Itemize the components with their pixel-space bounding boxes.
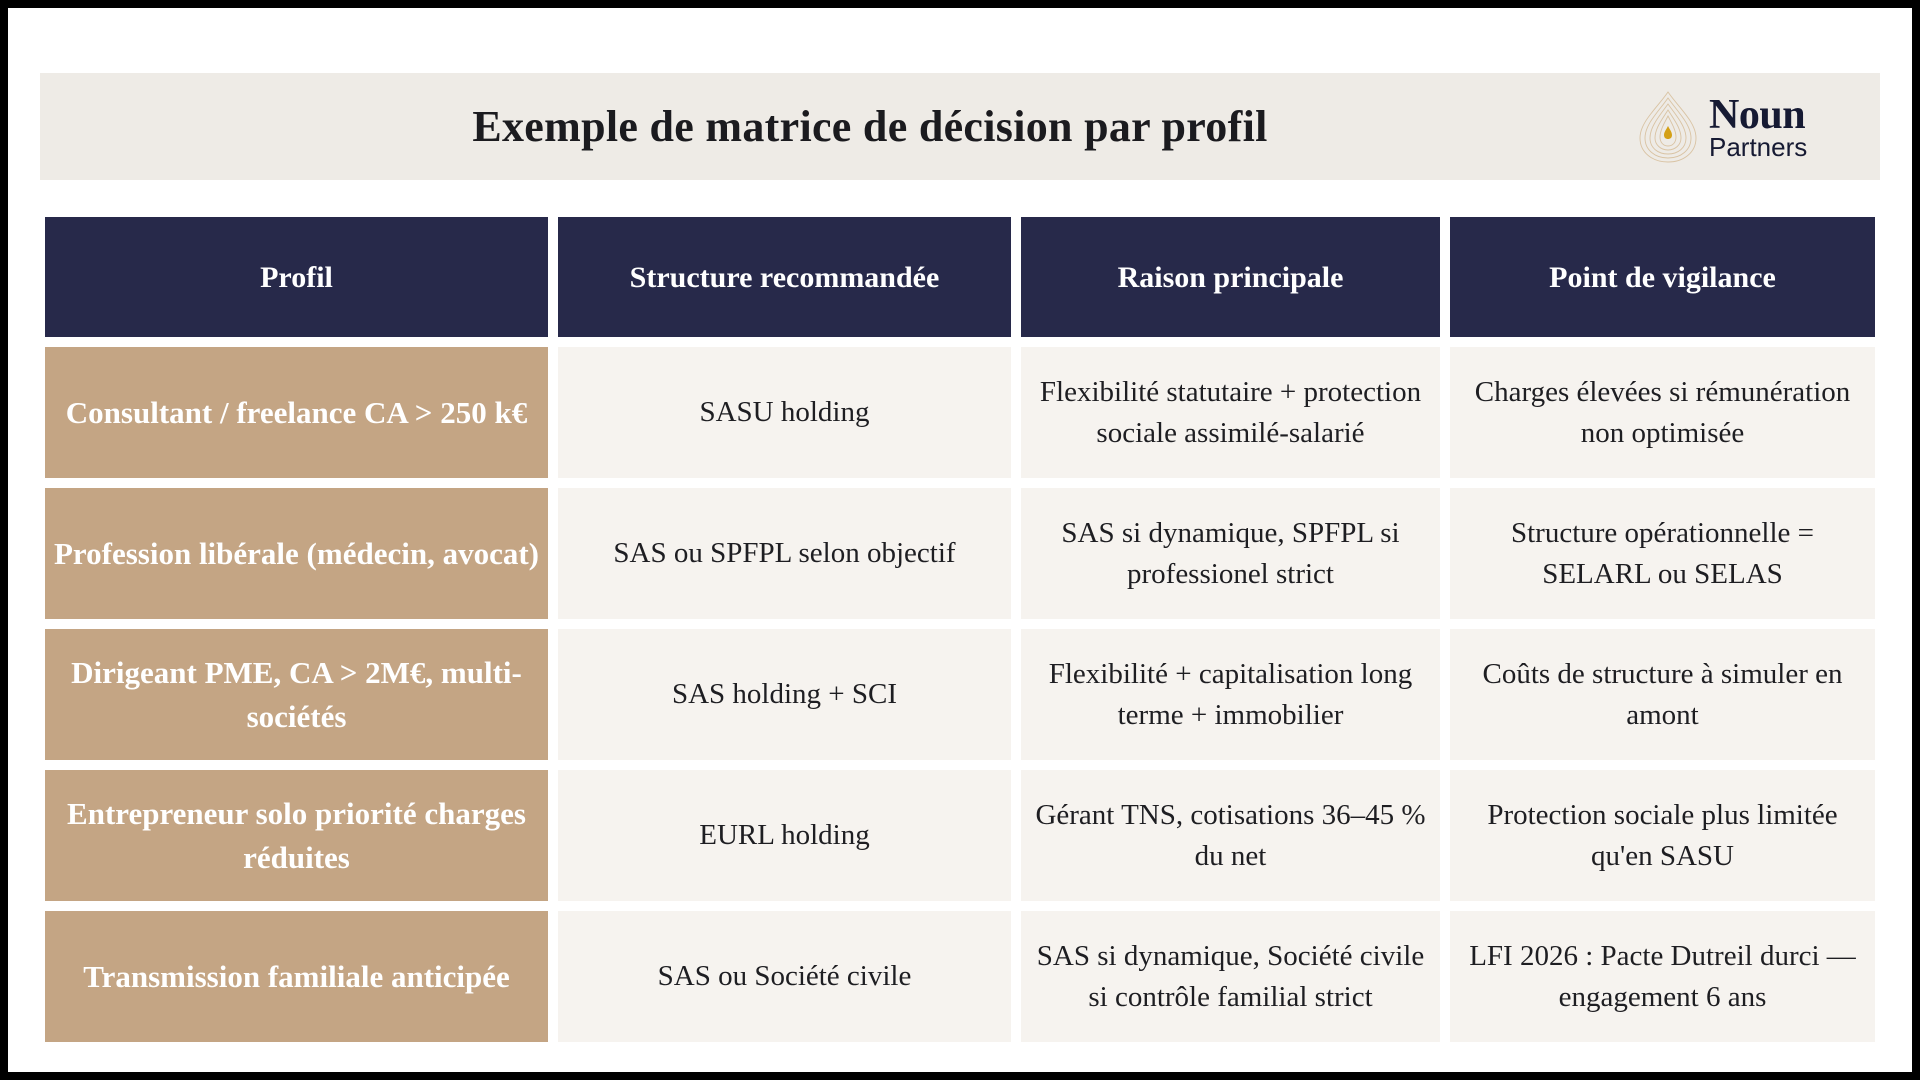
row-5-structure: SAS ou Société civile	[558, 911, 1011, 1042]
row-4-profil: Entrepreneur solo priorité charges réduites	[45, 770, 548, 901]
row-3-vigilance: Coûts de structure à simuler en amont	[1450, 629, 1875, 760]
drop-logo-icon	[1637, 90, 1699, 164]
logo	[1637, 90, 1807, 164]
row-4-vigilance: Protection sociale plus limitée qu'en SASU	[1450, 770, 1875, 901]
logo-partners: Partners	[1709, 132, 1808, 162]
row-5-raison: SAS si dynamique, Société civile si contrôle familial strict	[1021, 911, 1440, 1042]
header-vigilance: Point de vigilance	[1450, 217, 1875, 337]
row-2-profil: Profession libérale (médecin, avocat)	[45, 488, 548, 619]
row-1-raison: Flexibilité statutaire + protection sociale assimilé-salarié	[1021, 347, 1440, 478]
row-3-profil: Dirigeant PME, CA > 2M€, multi-sociétés	[45, 629, 548, 760]
row-2-vigilance: Structure opérationnelle = SELARL ou SELAS	[1450, 488, 1875, 619]
row-3-raison: Flexibilité + capitalisation long terme + immobilier	[1021, 629, 1440, 760]
row-3-structure: SAS holding + SCI	[558, 629, 1011, 760]
logo-noun: Noun	[1709, 92, 1806, 138]
row-1-profil: Consultant / freelance CA > 250 k€	[45, 347, 548, 478]
header-raison: Raison principale	[1021, 217, 1440, 337]
decision-matrix-table	[45, 217, 1875, 1042]
row-4-raison: Gérant TNS, cotisations 36–45 % du net	[1021, 770, 1440, 901]
slide	[8, 8, 1912, 1072]
row-2-raison: SAS si dynamique, SPFPL si professionel strict	[1021, 488, 1440, 619]
header-structure: Structure recommandée	[558, 217, 1011, 337]
row-1-structure: SASU holding	[558, 347, 1011, 478]
row-5-profil: Transmission familiale anticipée	[45, 911, 548, 1042]
row-4-structure: EURL holding	[558, 770, 1011, 901]
row-1-vigilance: Charges élevées si rémunération non optimisée	[1450, 347, 1875, 478]
row-2-structure: SAS ou SPFPL selon objectif	[558, 488, 1011, 619]
row-5-vigilance: LFI 2026 : Pacte Dutreil durci — engagement 6 ans	[1450, 911, 1875, 1042]
header-profil: Profil	[45, 217, 548, 337]
title-band	[40, 73, 1880, 180]
page-title: Exemple de matrice de décision par profil	[472, 102, 1268, 151]
